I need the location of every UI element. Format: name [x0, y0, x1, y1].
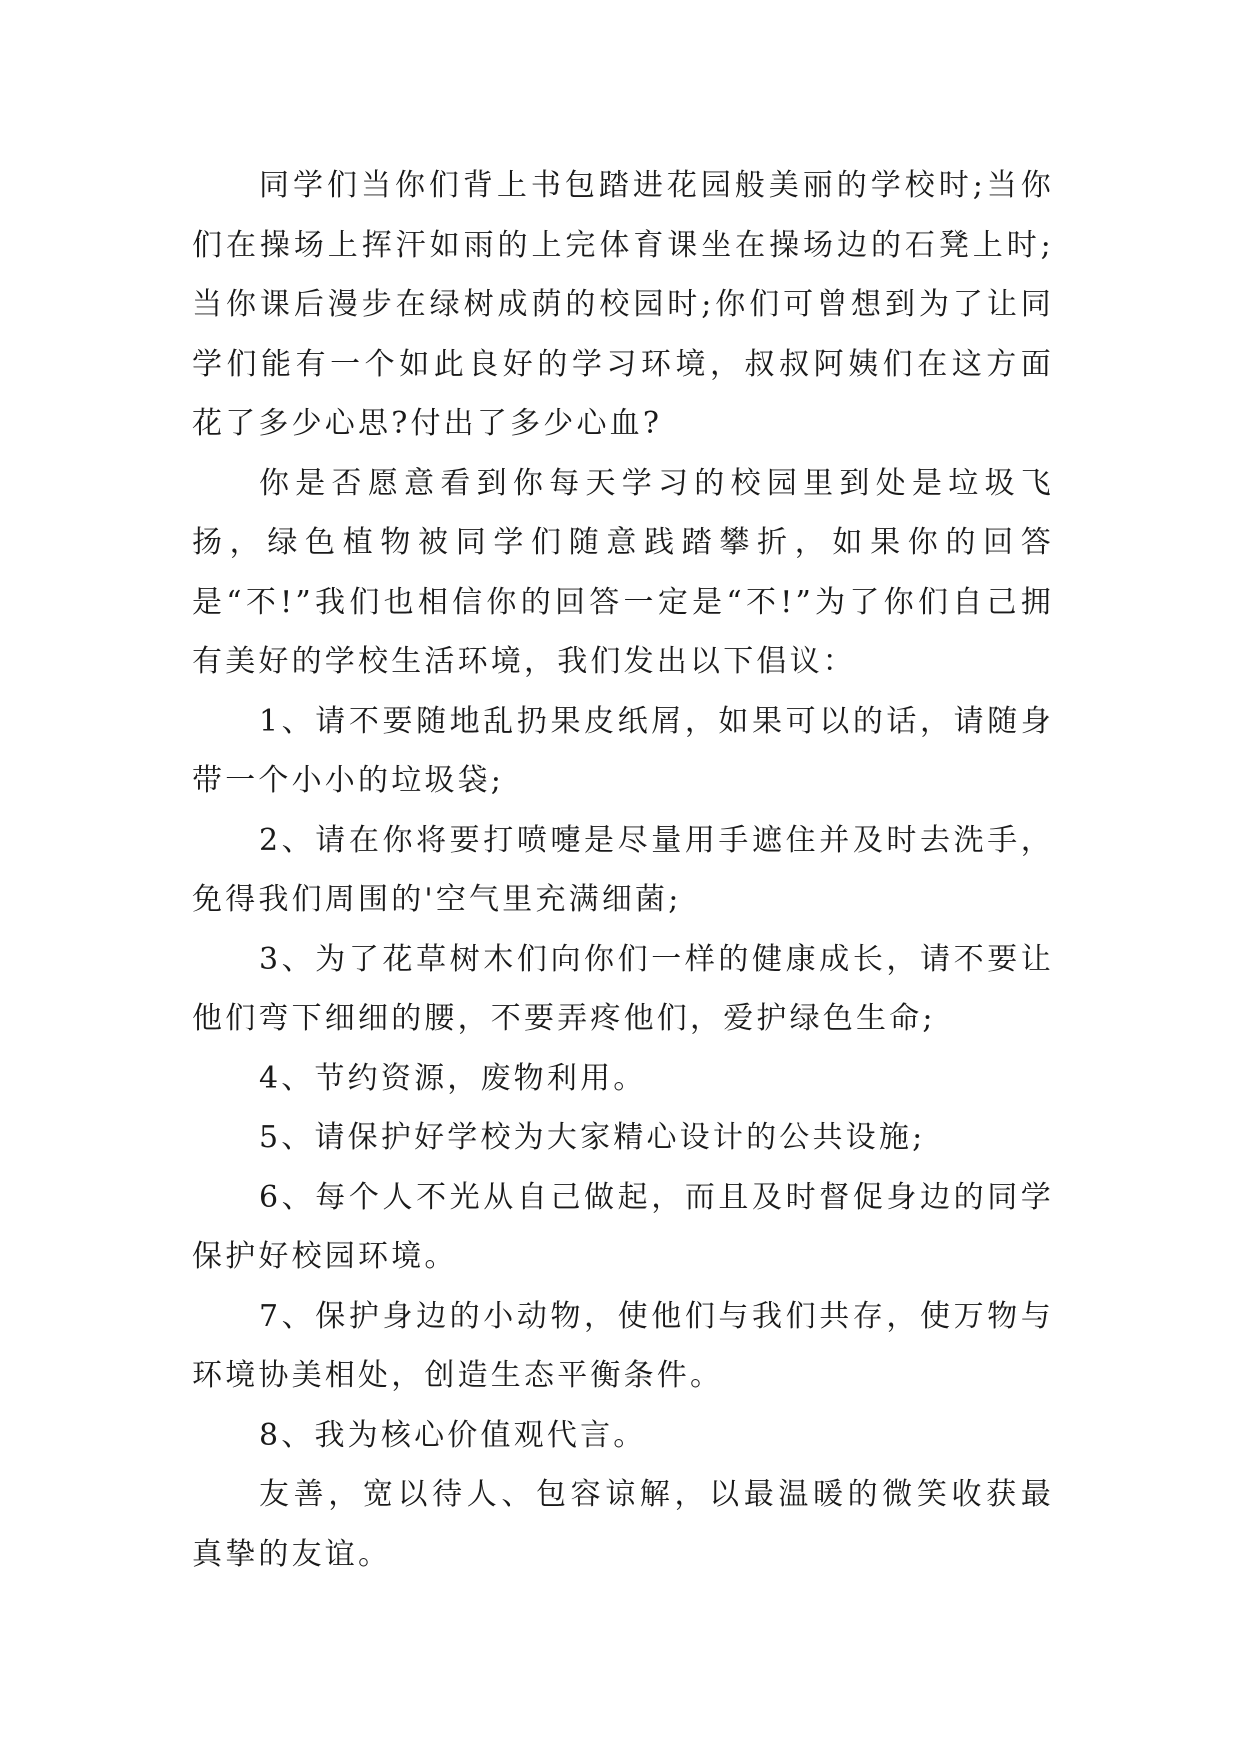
proposal-item-8: 8、我为核心价值观代言。	[259, 1417, 647, 1453]
proposal-item-7: 7、保护身边的小动物，使他们与我们共存，使万物与环境协美相处，创造生态平衡条件。	[192, 1298, 1054, 1393]
proposal-item-1: 1、请不要随地乱扔果皮纸屑，如果可以的话，请随身带一个小小的垃圾袋;	[192, 703, 1054, 798]
proposal-item-5: 5、请保护好学校为大家精心设计的公共设施;	[259, 1120, 926, 1155]
paragraph-question: 你是否愿意看到你每天学习的校园里到处是垃圾飞扬，绿色植物被同学们随意践踏攀折，如果你的回答是“不!”我们也相信你的回答一定是“不!”为了你们自己拥有美好的学校生活环境，我们发出以下倡议：	[192, 465, 1054, 679]
document-body	[192, 156, 1054, 1584]
paragraph-friendliness: 友善，宽以待人、包容谅解，以最温暖的微笑收获最真挚的友谊。	[192, 1477, 1054, 1572]
proposal-item-6: 6、每个人不光从自己做起，而且及时督促身边的同学保护好校园环境。	[192, 1179, 1054, 1274]
proposal-item-3: 3、为了花草树木们向你们一样的健康成长，请不要让他们弯下细细的腰，不要弄疼他们，爱护绿色生命;	[192, 941, 1054, 1036]
proposal-item-2: 2、请在你将要打喷嚏是尽量用手遮住并及时去洗手，免得我们周围的'空气里充满细菌;	[192, 822, 1054, 917]
proposal-item-4: 4、节约资源，废物利用。	[259, 1060, 647, 1096]
paragraph-intro: 同学们当你们背上书包踏进花园般美丽的学校时;当你们在操场上挥汗如雨的上完体育课坐在操场边的石凳上时;当你课后漫步在绿树成荫的校园时;你们可曾想到为了让同学们能有一个如此良好的学习环境，叔叔阿姨们在这方面花了多少心思?付出了多少心血?	[192, 168, 1054, 441]
